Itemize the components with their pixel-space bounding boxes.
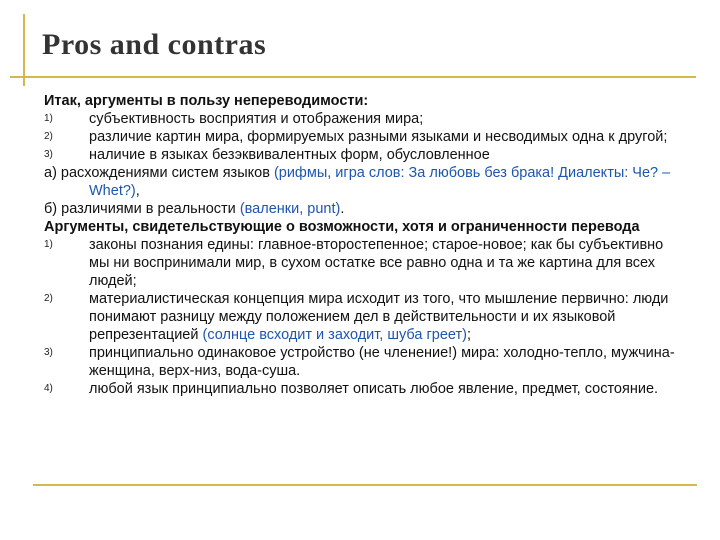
list-number: 3) [44, 347, 53, 358]
list-item [44, 128, 684, 146]
list-item-text: материалистическая концепция мира исходит из того, что мышление первично: люди понимают разницу между положением дел в действительности и их языковой репрезентацией [89, 291, 669, 343]
list-item-text: субъективность восприятия и отображения мира; [89, 111, 424, 127]
sub-item-a-tail: , [135, 183, 140, 199]
list-item [44, 380, 684, 398]
list-number: 3) [44, 149, 53, 160]
sub-item-b-text: б) различиями в реальности [44, 201, 240, 217]
list-number: 2) [44, 293, 53, 304]
list-number: 1) [44, 113, 53, 124]
sub-item-a-text: а) расхождениями систем языков [44, 165, 274, 181]
list-item-text: законы познания едины: главное-второстепенное; старое-новое; как бы субъективно мы ни воспринимали мир, в сухом остатке все равно одна и та же картина для всех людей; [89, 237, 664, 289]
sub-item-b-tail: . [340, 201, 345, 217]
footer-line [33, 484, 697, 486]
list-item-text: наличие в языках безэквивалентных форм, обусловленное [89, 147, 490, 163]
slide-title: Pros and contras [42, 28, 267, 61]
list-number: 1) [44, 239, 53, 250]
section-heading: Аргументы, свидетельствующие о возможности, хотя и ограниченности перевода [44, 219, 640, 235]
list-item [44, 146, 684, 164]
list-item-tail: ; [466, 327, 471, 343]
list-item-example: (солнце всходит и заходит, шуба греет) [202, 327, 467, 343]
list-item [44, 290, 684, 344]
sub-item-b [44, 200, 684, 218]
list-item-text: принципиально одинаковое устройство (не членение!) мира: холодно-тепло, мужчина-женщина, верх-низ, вода-суша. [89, 345, 675, 379]
sub-item-b-example: (валенки, punt) [239, 201, 341, 217]
list-item [44, 344, 684, 380]
list-item-text: любой язык принципиально позволяет описать любое явление, предмет, состояние. [89, 381, 659, 397]
intro-heading: Итак, аргументы в пользу непереводимости: [44, 93, 369, 109]
list-item [44, 236, 684, 290]
sub-item-a [44, 164, 684, 200]
list-item [44, 110, 684, 128]
title-underline [10, 76, 696, 78]
slide-body [44, 92, 684, 398]
list-number: 4) [44, 383, 53, 394]
sub-item-a-example: (рифмы, игра слов: За любовь без брака! Диалекты: Че? – Whet?) [89, 165, 671, 199]
list-item-text: различие картин мира, формируемых разными языками и несводимых одна к другой; [89, 129, 668, 145]
list-number: 2) [44, 131, 53, 142]
